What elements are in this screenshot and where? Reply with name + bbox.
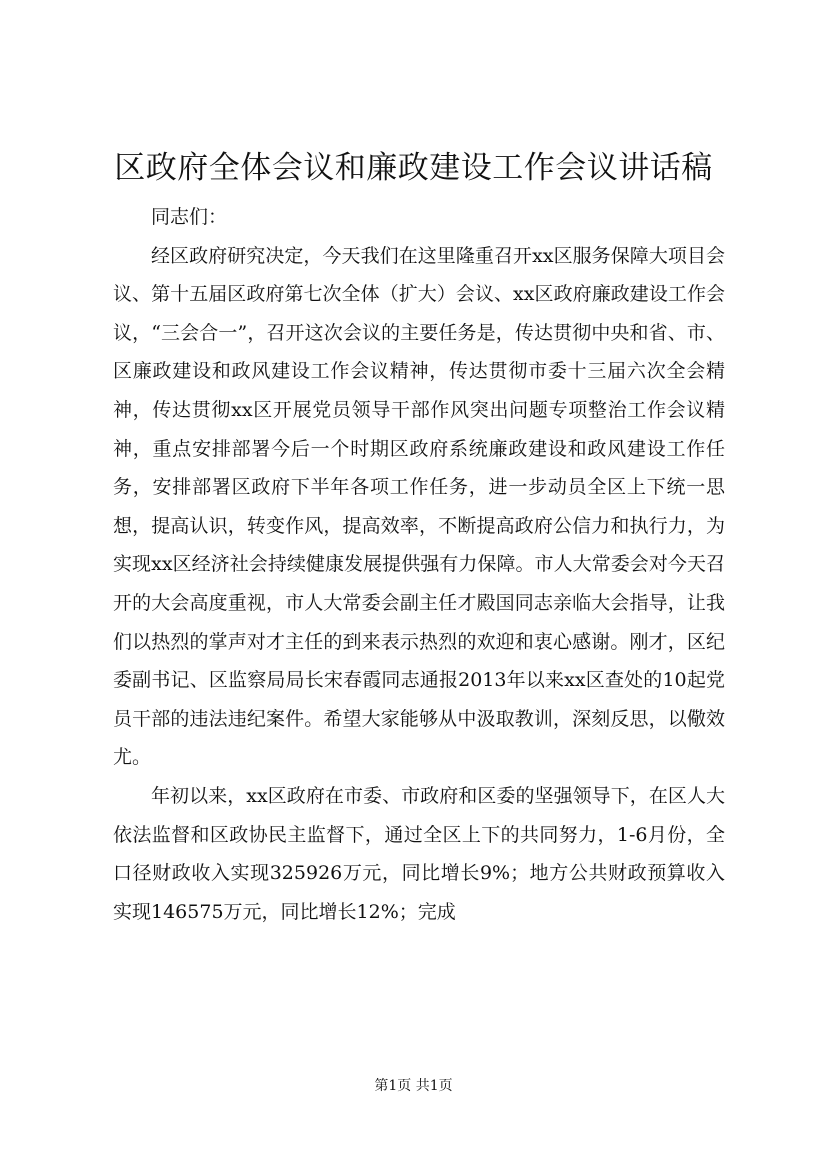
- document-body: [113, 198, 725, 931]
- page-footer: 第1页 共1页: [374, 1078, 453, 1094]
- document-title: 区政府全体会议和廉政建设工作会议讲话稿: [114, 150, 713, 186]
- body-paragraph-1: 经区政府研究决定，今天我们在这里隆重召开xx区服务保障大项目会议、第十五届区政府第七次全体（扩大）会议、xx区政府廉政建设工作会议，“三会合一”，召开这次会议的主要任务是，传达贯彻中央和省、市、区廉政建设和政风建设工作会议精神，传达贯彻市委十三届六次全会精神，传达贯彻xx区开展党员领导干部作风突出问题专项整治工作会议精神，重点安排部署今后一个时期区政府系统廉政建设和政风建设工作任务，安排部署区政府下半年各项工作任务，进一步动员全区上下统一思想，提高认识，转变作风，提高效率，不断提高政府公信力和执行力，为实现xx区经济社会持续健康发展提供强有力保障。市人大常委会对今天召开的大会高度重视，市人大常委会副主任才殿国同志亲临大会指导，让我们以热烈的掌声对才主任的到来表示热烈的欢迎和衷心感谢。刚才，区纪委副书记、区监察局局长宋春霞同志通报2013年以来xx区查处的10起党员干部的违法违纪案件。希望大家能够从中汲取教训，深刻反思，以儆效尤。: [113, 244, 725, 769]
- body-paragraph-2: 年初以来，xx区政府在市委、市政府和区委的坚强领导下，在区人大依法监督和区政协民主监督下，通过全区上下的共同努力，1-6月份，全口径财政收入实现325926万元，同比增长9%；地方公共财政预算收入实现146575万元，同比增长12%；完成: [113, 784, 725, 923]
- salutation: 同志们：: [151, 206, 228, 228]
